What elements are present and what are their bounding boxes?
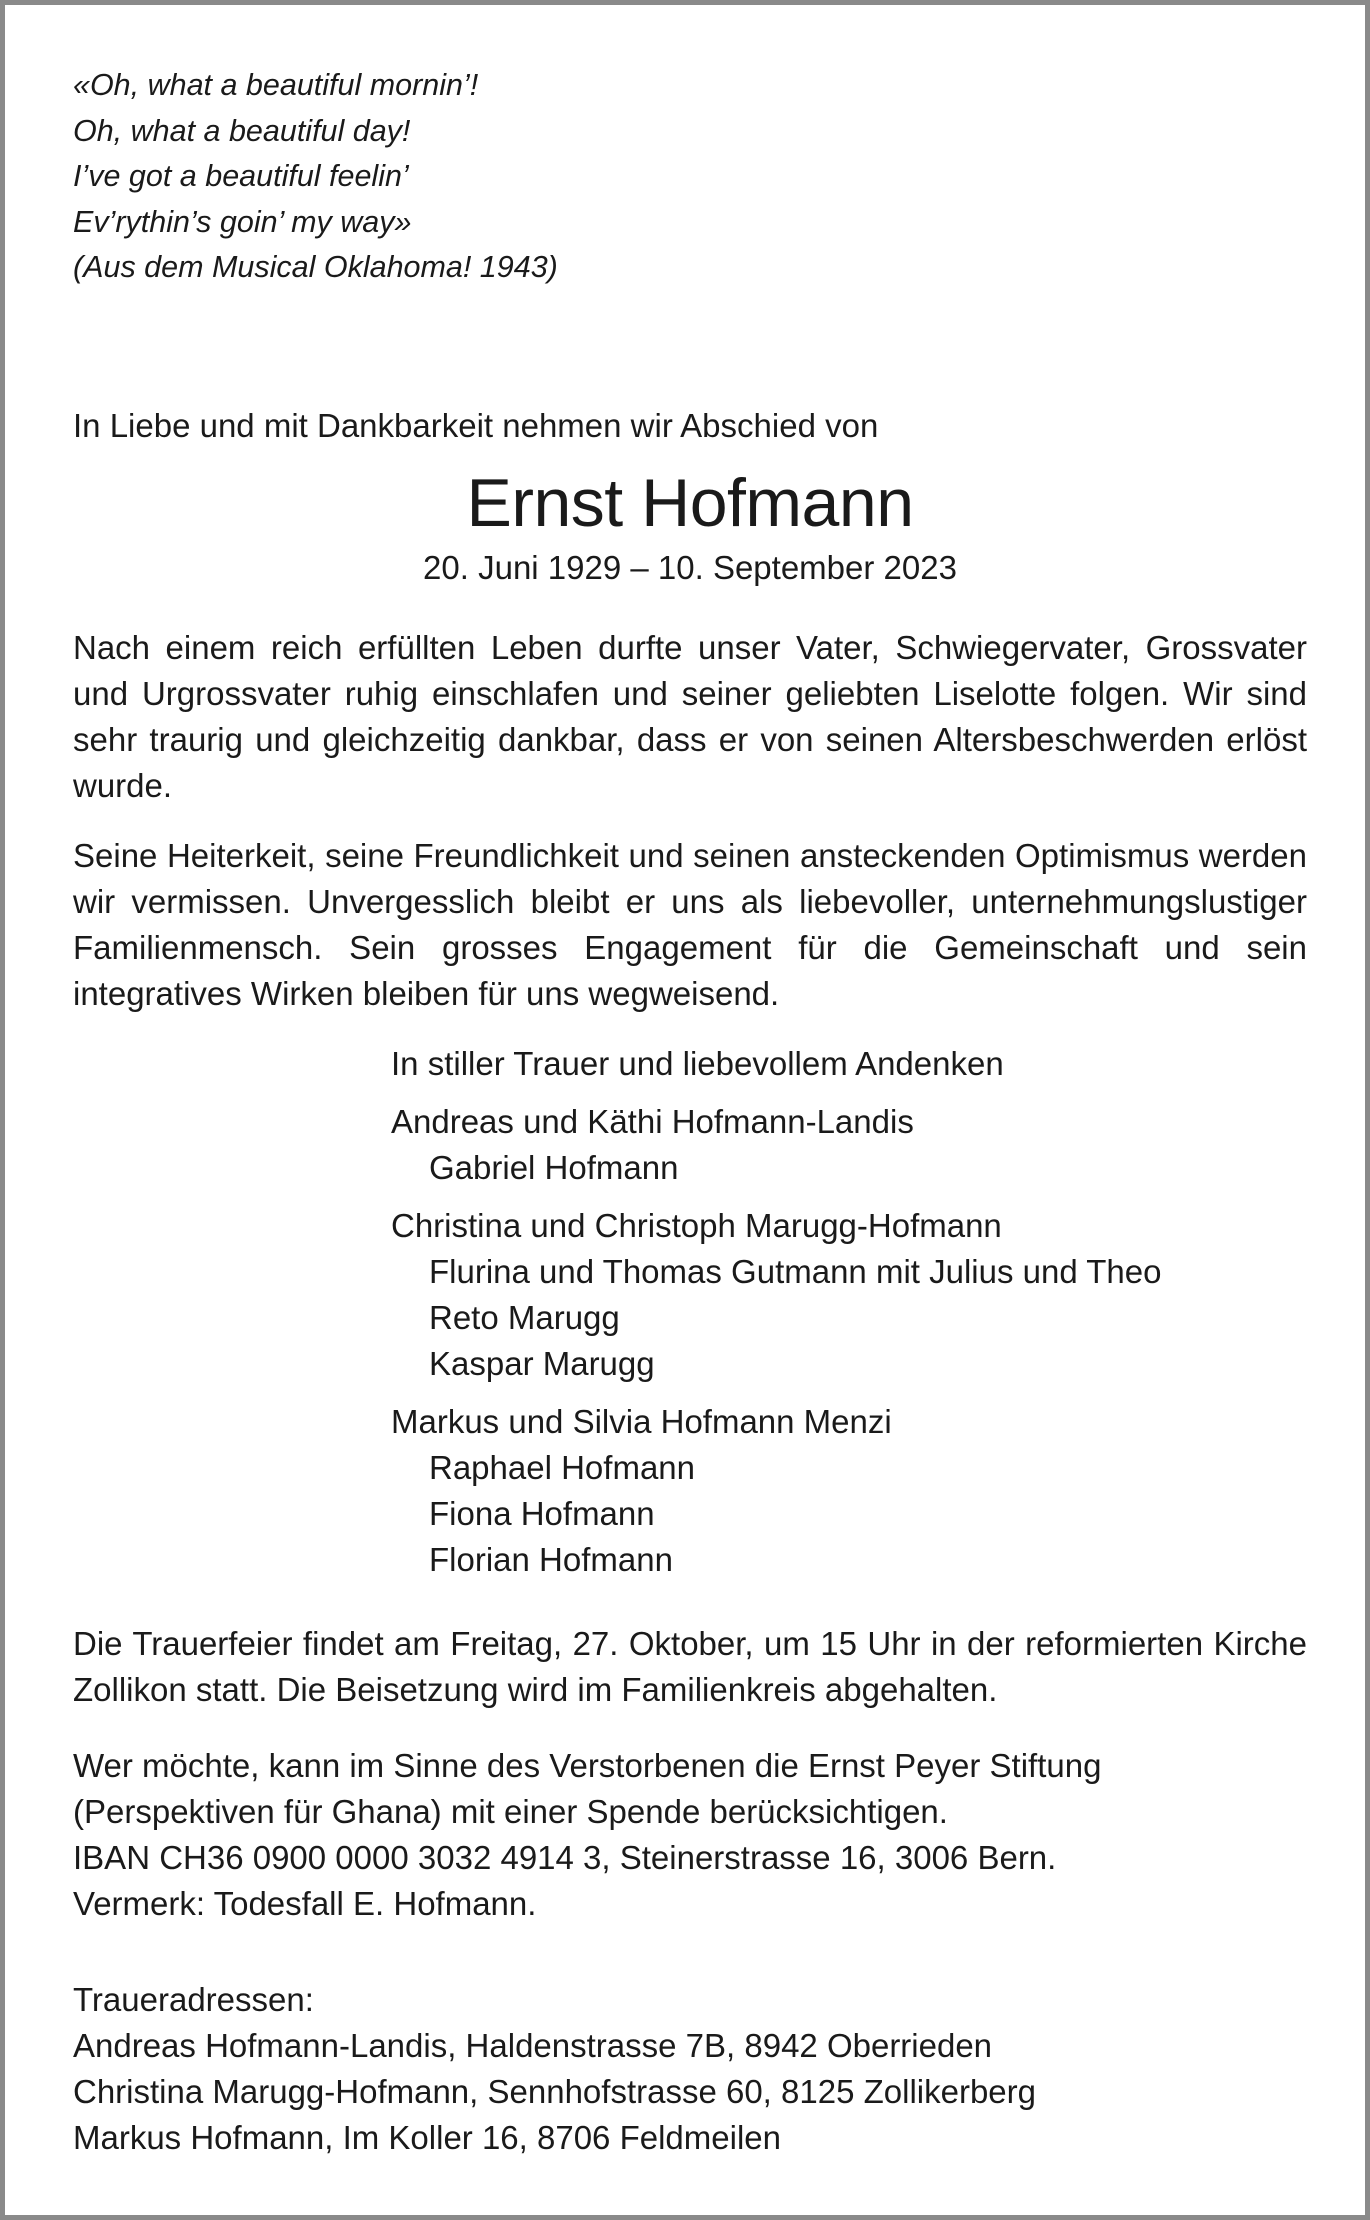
life-dates: 20. Juni 1929 – 10. September 2023: [423, 548, 957, 586]
family-group: [391, 1099, 1307, 1191]
quote-line: I’ve got a beautiful feelin’: [73, 159, 409, 193]
donation-note: Vermerk: Todesfall E. Hofmann.: [73, 1884, 537, 1922]
deceased-name: Ernst Hofmann: [466, 464, 914, 541]
family-member: Florian Hofmann: [429, 1540, 673, 1578]
intro-text: In Liebe und mit Dankbarkeit nehmen wir Abschied von: [73, 406, 879, 444]
quote-source: (Aus dem Musical Oklahoma! 1943): [73, 250, 558, 284]
family-member: Fiona Hofmann: [429, 1494, 655, 1532]
donation-line: (Perspektiven für Ghana) mit einer Spende berücksichtigen.: [73, 1792, 948, 1830]
family-head: Markus und Silvia Hofmann Menzi: [391, 1402, 892, 1440]
address-line: Andreas Hofmann-Landis, Haldenstrasse 7B, 8942 Oberrieden: [73, 2026, 993, 2064]
family-group: [391, 1399, 1307, 1583]
donation-iban: IBAN CH36 0900 0000 3032 4914 3, Steinerstrasse 16, 3006 Bern.: [73, 1838, 1057, 1876]
family-member: Reto Marugg: [429, 1298, 620, 1336]
paragraph-memory: Seine Heiterkeit, seine Freundlichkeit und seinen ansteckenden Optimismus werden wir vermissen. Unvergesslich bleibt er uns als liebevoller, unternehmungslustiger Familienmensch. Sein grosses Engagement für die Gemeinschaft und sein integratives Wirken bleiben für uns wegweisend.: [73, 836, 1307, 1012]
quote-line: Ev’rythin’s goin’ my way»: [73, 204, 412, 239]
address-line: Markus Hofmann, Im Koller 16, 8706 Feldmeilen: [73, 2118, 781, 2156]
obituary-content: [73, 63, 1307, 2161]
mourners-heading: In stiller Trauer und liebevollem Andenken: [391, 1044, 1004, 1082]
family-member: Kaspar Marugg: [429, 1344, 655, 1382]
family-member: Raphael Hofmann: [429, 1448, 695, 1486]
ceremony-info: Die Trauerfeier findet am Freitag, 27. Oktober, um 15 Uhr in der reformierten Kirche Zollikon statt. Die Beisetzung wird im Familienkreis abgehalten.: [73, 1624, 1307, 1708]
mourning-addresses: [73, 1977, 1307, 2161]
family-group: [391, 1203, 1307, 1387]
family-head: Christina und Christoph Marugg-Hofmann: [391, 1206, 1002, 1244]
family-head: Andreas und Käthi Hofmann-Landis: [391, 1102, 914, 1140]
paragraph-life: Nach einem reich erfüllten Leben durfte unser Vater, Schwiegervater, Grossvater und Urgrossvater ruhig einschlafen und seiner geliebten Liselotte folgen. Wir sind sehr traurig und gleichzeitig dankbar, dass er von seinen Altersbeschwerden erlöst wurde.: [73, 628, 1307, 804]
quote-line: Oh, what a beautiful day!: [73, 113, 411, 148]
family-member: Flurina und Thomas Gutmann mit Julius und Theo: [429, 1252, 1162, 1290]
musical-quote: [73, 63, 1307, 291]
mourners-list: [391, 1041, 1307, 1583]
family-member: Gabriel Hofmann: [429, 1148, 679, 1186]
donation-info: [73, 1743, 1307, 1927]
addresses-heading: Traueradressen:: [73, 1980, 314, 2018]
quote-line: «Oh, what a beautiful mornin’!: [73, 68, 479, 102]
donation-line: Wer möchte, kann im Sinne des Verstorbenen die Ernst Peyer Stiftung: [73, 1746, 1102, 1784]
address-line: Christina Marugg-Hofmann, Sennhofstrasse 60, 8125 Zollikerberg: [73, 2072, 1036, 2110]
